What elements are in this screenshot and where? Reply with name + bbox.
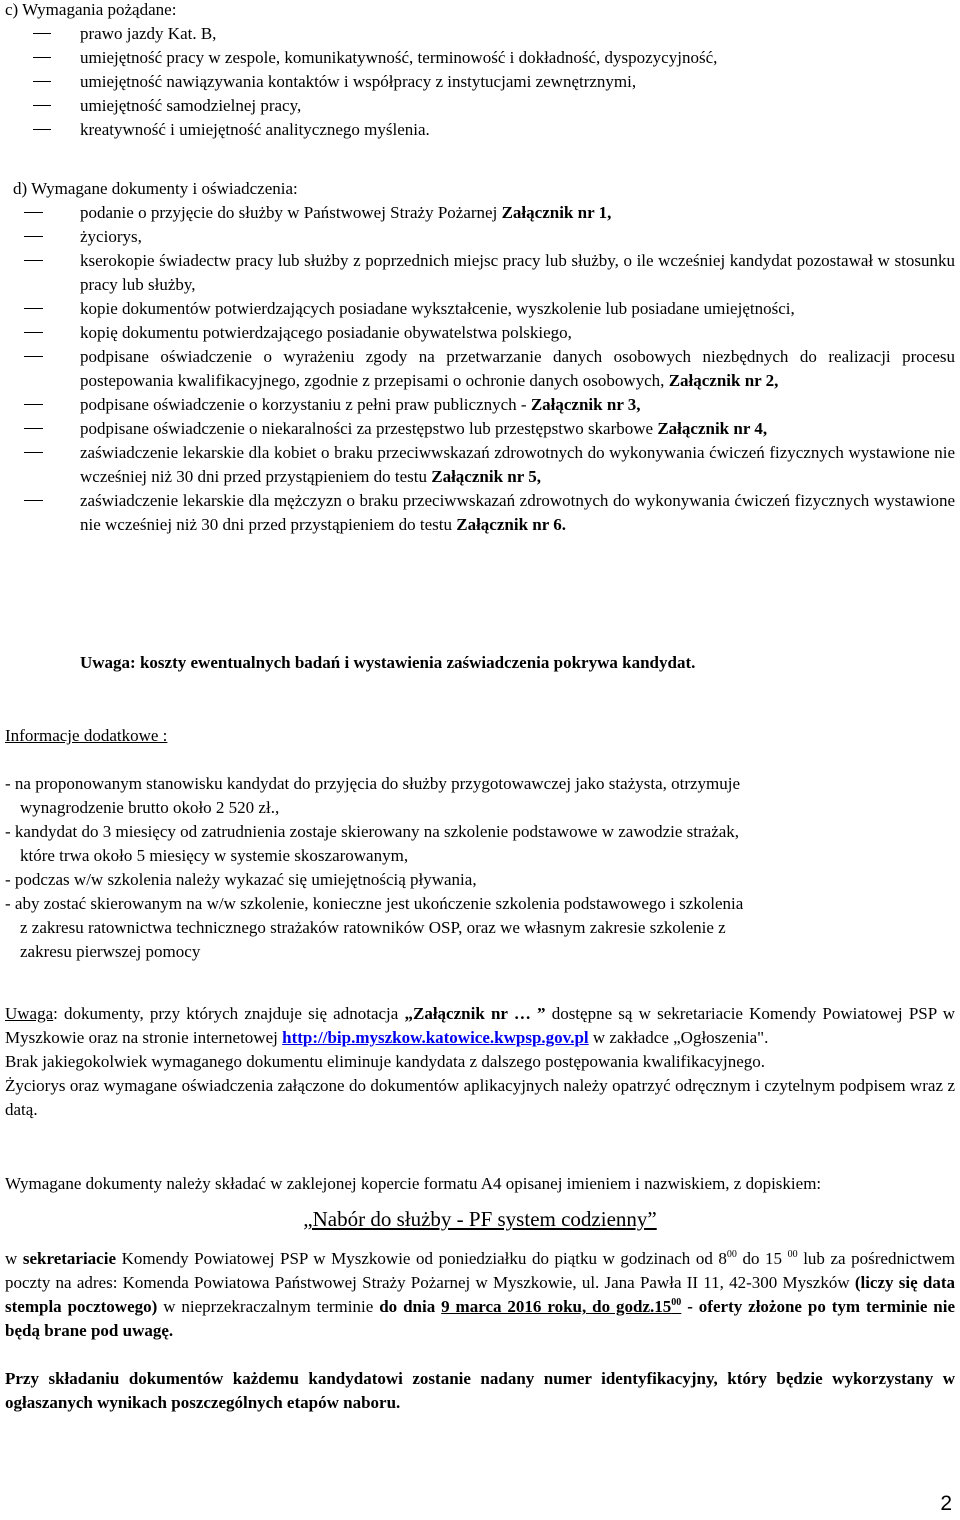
dash-bullet-icon xyxy=(24,428,43,429)
list-item: podpisane oświadczenie o korzystaniu z pełni praw publicznych - Załącznik nr 3, xyxy=(5,393,955,417)
dash-bullet-icon xyxy=(24,500,43,501)
list-item: umiejętność samodzielnej pracy, xyxy=(5,94,955,118)
section-c-heading: c) Wymagania pożądane: xyxy=(5,0,177,19)
dash-bullet-icon xyxy=(33,81,51,82)
dash-bullet-icon xyxy=(24,308,43,309)
info-section xyxy=(5,772,955,964)
submission-section xyxy=(5,1172,955,1415)
list-item: kserokopie świadectw pracy lub służby z poprzednich miejsc pracy lub służby, o ile wcześniej kandydat pozostawał w stosunku pracy lub służby, xyxy=(5,249,955,297)
list-item: kopię dokumentu potwierdzającego posiadanie obywatelstwa polskiego, xyxy=(5,321,955,345)
list-item: umiejętność nawiązywania kontaktów i współpracy z instytucjami zewnętrznymi, xyxy=(5,70,955,94)
dash-bullet-icon xyxy=(33,57,51,58)
section-c xyxy=(5,0,955,142)
dash-bullet-icon xyxy=(24,212,43,213)
dash-bullet-icon xyxy=(24,260,43,261)
list-item: umiejętność pracy w zespole, komunikatywność, terminowość i dokładność, dyspozycyjność, xyxy=(5,46,955,70)
notice-paragraph: Uwaga: dokumenty, przy których znajduje się adnotacja „Załącznik nr … ” dostępne są w sekretariacie Komendy Powiatowej PSP w Myszkowie oraz na stronie internetowej http://bip.myszkow.katowice.kwpsp.gov.pl w zakładce „Ogłoszenia". xyxy=(5,1004,956,1047)
list-item: kopie dokumentów potwierdzających posiadane wykształcenie, wyszkolenie lub posiadane umiejętności, xyxy=(5,297,955,321)
info-line: - aby zostać skierowanym na w/w szkolenie, konieczne jest ukończenie szkolenia podstawowego i szkolenia z zakresu ratownictwa technicznego strażaków ratowników OSP, oraz we własnym zakresie szkolenie z zakresu pierwszej pomocy xyxy=(5,894,744,961)
info-line: - podczas w/w szkolenia należy wykazać się umiejętnością pływania, xyxy=(5,870,477,889)
list-item: podanie o przyjęcie do służby w Państwowej Straży Pożarnej Załącznik nr 1, xyxy=(5,201,955,225)
info-line: - kandydat do 3 miesięcy od zatrudnienia zostaje skierowany na szkolenie podstawowe w zawodzie strażak, które trwa około 5 miesięcy w systemie skoszarowanym, xyxy=(5,822,740,865)
dash-bullet-icon xyxy=(24,404,43,405)
list-item: prawo jazdy Kat. B, xyxy=(5,22,955,46)
info-heading: Informacje dodatkowe : xyxy=(5,726,168,745)
info-line: - na proponowanym stanowisku kandydat do przyjęcia do służby przygotowawczej jako stażysta, otrzymuje wynagrodzenie brutto około 2 520 zł., xyxy=(5,774,741,817)
dash-bullet-icon xyxy=(24,236,43,237)
costs-note: Uwaga: koszty ewentualnych badań i wystawienia zaświadczenia pokrywa kandydat. xyxy=(80,653,696,672)
envelope-instructions: Wymagane dokumenty należy składać w zaklejonej kopercie formatu A4 opisanej imieniem i nazwiskiem, z dopiskiem: xyxy=(5,1174,822,1193)
list-item: zaświadczenie lekarskie dla mężczyzn o braku przeciwwskazań zdrowotnych do wykonywania ćwiczeń fizycznych wystawione nie wcześniej niż 30 dni przed przystąpieniem do testu Załącznik nr 6. xyxy=(5,489,955,537)
dash-bullet-icon xyxy=(33,105,51,106)
dash-bullet-icon xyxy=(33,33,51,34)
identification-note: Przy składaniu dokumentów każdemu kandydatowi zostanie nadany numer identyfikacyjny, który będzie wykorzystany w ogłaszanych wynikach poszczególnych etapów naboru. xyxy=(5,1369,955,1412)
missing-document-note: Brak jakiegokolwiek wymaganego dokumentu eliminuje kandydata z dalszego postępowania kwalifikacyjnego. xyxy=(5,1052,766,1071)
section-d-heading: d) Wymagane dokumenty i oświadczenia: xyxy=(13,179,298,198)
list-item: zaświadczenie lekarskie dla kobiet o braku przeciwwskazań zdrowotnych do wykonywania ćwiczeń fizycznych wystawione nie wcześniej niż 30 dni przed przystąpieniem do testu Załącznik nr 5, xyxy=(5,441,955,489)
dash-bullet-icon xyxy=(33,129,51,130)
section-d xyxy=(5,177,955,537)
submission-details: w sekretariacie Komendy Powiatowej PSP w Myszkowie od poniedziałku do piątku w godzinach od $8^{00}$ do 15 $^{00}$ lub za pośrednictwem poczty na adres: Komenda Powiatowa Państwowej Straży Pożarnej w Myszkowie, ul. Jana Pawła II 11, 42-300 Myszków (liczy się data stempla pocztowego) w nieprzekraczalnym terminie do dnia 9 marca 2016 roku, do $godz.15^{00}$ - oferty złożone po tym terminie nie będą brane pod uwagę. xyxy=(5,1249,956,1340)
section-d-list xyxy=(5,201,955,537)
signature-note: Życiorys oraz wymagane oświadczenia załączone do dokumentów aplikacyjnych należy opatrzyć odręcznym i czytelnym podpisem wraz z datą. xyxy=(5,1076,955,1119)
list-item: życiorys, xyxy=(5,225,955,249)
section-c-list xyxy=(5,22,955,142)
notice-section xyxy=(5,1002,955,1122)
page-number: 2 xyxy=(940,1492,952,1515)
list-item: podpisane oświadczenie o wyrażeniu zgody na przetwarzanie danych osobowych niezbędnych do realizacji procesu postepowania kwalifikacyjnego, zgodnie z przepisami o ochronie danych osobowych, Załącznik nr 2, xyxy=(5,345,955,393)
bip-link[interactable]: http://bip.myszkow.katowice.kwpsp.gov.pl xyxy=(282,1028,589,1047)
list-item: podpisane oświadczenie o niekaralności za przestępstwo lub przestępstwo skarbowe Załącznik nr 4, xyxy=(5,417,955,441)
list-item: kreatywność i umiejętność analitycznego myślenia. xyxy=(5,118,955,142)
dash-bullet-icon xyxy=(24,452,43,453)
dash-bullet-icon xyxy=(24,356,43,357)
envelope-title: „Nabór do służby - PF system codzienny” xyxy=(303,1207,657,1231)
dash-bullet-icon xyxy=(24,332,43,333)
deadline-date: 9 marca 2016 roku, do $godz.15^{00}$ xyxy=(441,1297,682,1316)
